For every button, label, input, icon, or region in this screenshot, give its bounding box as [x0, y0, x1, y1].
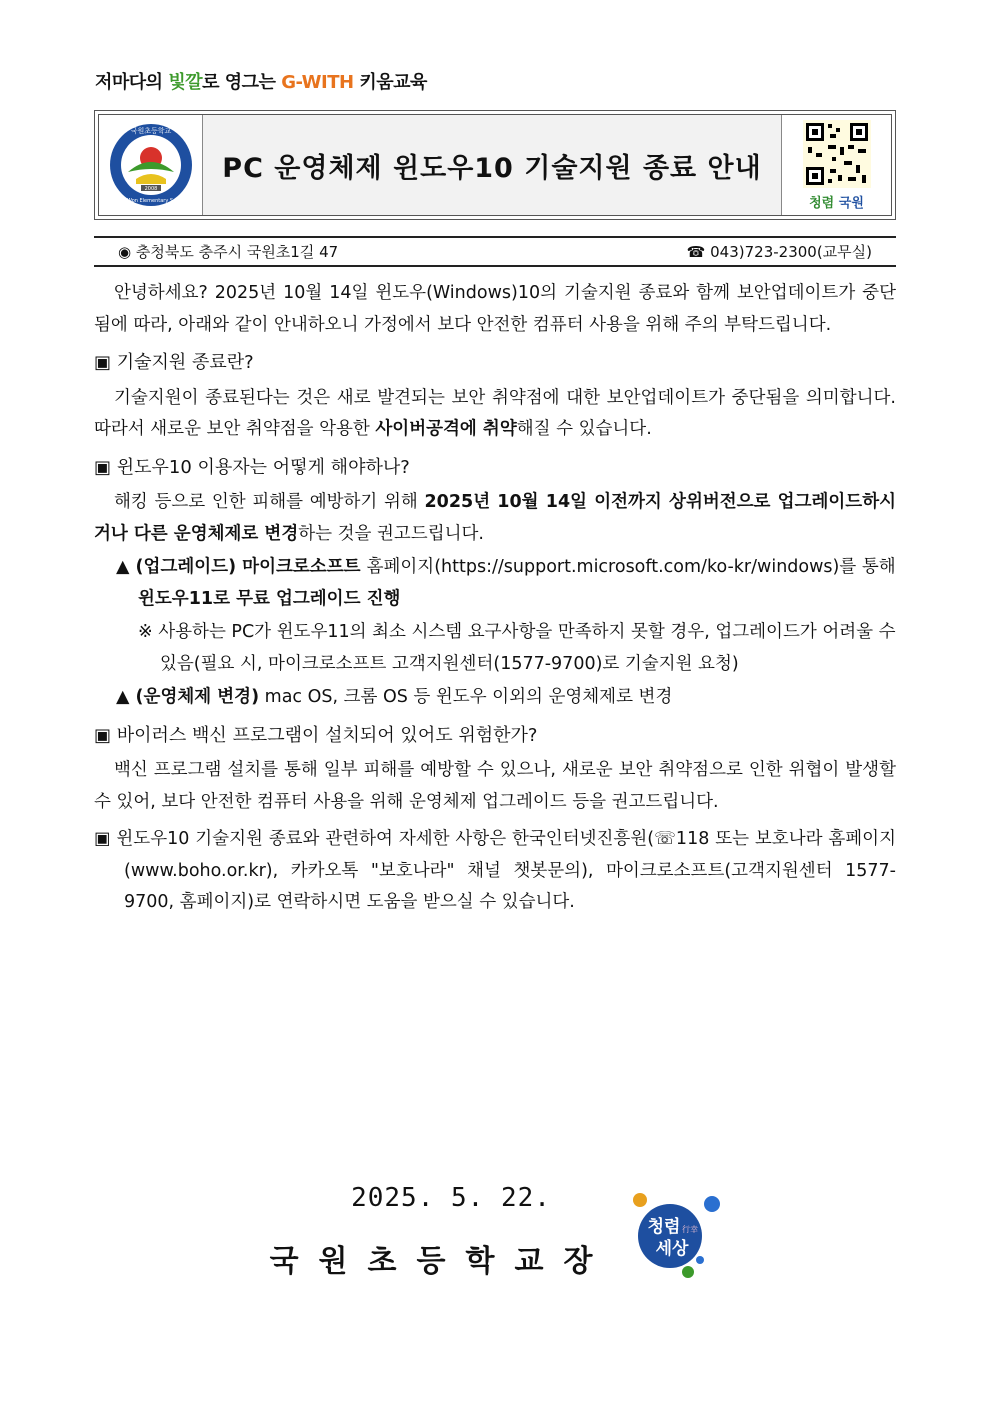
qr-area — [781, 115, 891, 215]
qr-label — [809, 192, 864, 211]
slogan-highlight-gwith: G-WITH — [281, 72, 354, 93]
seal-text-2: 세상 — [655, 1239, 689, 1259]
school-logo — [99, 115, 203, 215]
slogan-part3: 키움교육 — [353, 72, 427, 93]
slogan-part2: 로 영그는 — [202, 72, 282, 93]
section2-paragraph — [94, 487, 896, 550]
section-heading-what-to-do: ▣ 윈도우10 이용자는 어떻게 해야하나? — [94, 456, 410, 478]
section1-text-bold: 사이버공격에 취약 — [375, 419, 517, 439]
section-heading-antivirus: ▣ 바이러스 백신 프로그램이 설치되어 있어도 위험한가? — [94, 724, 538, 746]
page-title: PC 운영체제 윈도우10 기술지원 종료 안내 — [222, 152, 762, 184]
bullet-os-change — [116, 682, 896, 714]
bullet-os-change-text: mac OS, 크롬 OS 등 윈도우 이외의 운영체제로 변경 — [259, 687, 673, 707]
integrity-seal-icon — [626, 1190, 722, 1280]
school-logo-text: 국원초등학교 — [130, 127, 171, 135]
school-address: ◉ 충청북도 충주시 국원초1길 47 — [118, 243, 339, 261]
section1-text-a: 기술지원이 종료된다는 것은 새로 발견되는 보안 취약점에 대한 보안업데이트가 중단됨을 의미합니다. 따라서 새로운 보안 취약점을 악용한 — [94, 387, 896, 439]
document-body — [94, 278, 896, 919]
address-bar — [94, 236, 896, 267]
intro-paragraph: 안녕하세요? 2025년 10월 14일 윈도우(Windows)10의 기술지원 종료와 함께 보안업데이트가 중단됨에 따라, 아래와 같이 안내하오니 가정에서 보다 안전한 컴퓨터 사용을 위해 주의 부탁드립니다. — [94, 283, 896, 335]
slogan-part1: 저마다의 — [95, 72, 169, 93]
school-logo-year: 2008 — [144, 186, 157, 192]
seal-text-1: 청렴 — [647, 1217, 681, 1237]
bullet-upgrade-bold: 윈도우11로 무료 업그레이드 진행 — [138, 588, 401, 609]
qr-label-blue: 국원 — [838, 195, 864, 211]
school-phone: ☎ 043)723-2300(교무실) — [686, 243, 872, 261]
school-emblem-icon — [108, 122, 194, 208]
title-cell — [203, 115, 781, 215]
section3-paragraph: 백신 프로그램 설치를 통해 일부 피해를 예방할 수 있으나, 새로운 보안 취약점으로 인한 위협이 발생할 수 있어, 보다 안전한 컴퓨터 사용을 위해 운영체제 업그레이드 등을 권고드립니다. — [94, 760, 896, 812]
school-logo-english: Guk-Won Elementary School — [115, 198, 186, 204]
signer: 국원초등학교장 — [269, 1244, 613, 1279]
section2-text-b: 하는 것을 권고드립니다. — [298, 523, 484, 544]
section2-text-bold: 2025년 10월 14일 이전까지 상위버전으로 업그레이드하시거나 다른 운영체제로 변경 — [94, 492, 896, 544]
section-heading-support-end: ▣ 기술지원 종료란? — [94, 352, 254, 373]
section2-text-a: 해킹 등으로 인한 피해를 예방하기 위해 — [114, 492, 425, 512]
seal-text-mark: 行幸 — [682, 1225, 698, 1234]
bullet-os-change-lead: ▲ (운영체제 변경) — [116, 687, 260, 707]
bullet-upgrade — [116, 552, 896, 615]
note-requirements: ※ 사용하는 PC가 윈도우11의 최소 시스템 요구사항을 만족하지 못할 경우, 업그레이드가 어려울 수 있음(필요 시, 마이크로소프트 고객지원센터(1577-9700)로 기술지원 요청) — [138, 622, 896, 674]
header-box — [94, 110, 896, 220]
section1-paragraph — [94, 383, 896, 446]
qr-code-icon[interactable] — [803, 120, 871, 188]
bullet-upgrade-link-text: 홈페이지(https://support.microsoft.com/ko-kr/windows)를 통해 — [366, 557, 896, 577]
document-date: 2025. 5. 22. — [351, 1183, 551, 1213]
bullet-upgrade-lead: ▲ (업그레이드) 마이크로소프트 — [116, 557, 367, 577]
slogan — [95, 68, 427, 94]
section1-text-b: 해질 수 있습니다. — [516, 419, 652, 439]
contact-paragraph: ▣ 윈도우10 기술지원 종료와 관련하여 자세한 사항은 한국인터넷진흥원(☏118 또는 보호나라 홈페이지(www.boho.or.kr), 카카오톡 "보호나라" 채널 챗봇문의), 마이크로소프트(고객지원센터 1577-9700, 홈페이지)로 연락하시면 도움을 받으실 수 있습니다. — [94, 829, 896, 912]
slogan-highlight-color: 빛깔 — [168, 72, 203, 93]
qr-label-green: 청렴 — [809, 195, 835, 211]
